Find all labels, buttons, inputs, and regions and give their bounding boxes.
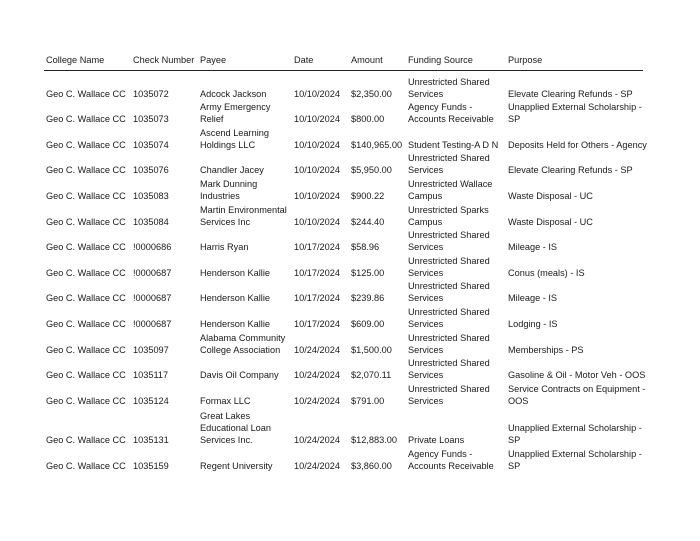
purpose-cell — [508, 267, 585, 279]
funding-source-cell-line: Campus — [408, 191, 443, 201]
payee-cell-line: Formax LLC — [200, 396, 251, 406]
funding-source-cell — [408, 229, 490, 253]
funding-source-cell-line: Services — [408, 165, 444, 175]
amount-cell: $58.96 — [351, 242, 380, 252]
funding-source-cell-line: Unrestricted Shared — [408, 256, 490, 266]
purpose-cell-line: OOS — [508, 396, 529, 406]
funding-source-cell — [408, 280, 490, 304]
payee-cell-line: Holdings LLC — [200, 140, 256, 150]
college-name-cell: Geo C. Wallace CC — [46, 461, 126, 471]
college-name-cell: Geo C. Wallace CC — [46, 165, 126, 175]
purpose-cell-line: SP — [508, 461, 521, 471]
purpose-cell-line: Elevate Clearing Refunds - SP — [508, 165, 633, 175]
funding-source-cell-line: Services — [408, 370, 444, 380]
funding-source-cell-line: Services — [408, 293, 444, 303]
date-cell: 10/17/2024 — [294, 268, 340, 278]
amount-cell: $900.22 — [351, 191, 385, 201]
purpose-cell-line: SP — [508, 114, 521, 124]
purpose-cell — [508, 292, 557, 304]
college-name-cell: Geo C. Wallace CC — [46, 435, 126, 445]
purpose-cell-line: Gasoline & Oil - Motor Veh - OOS — [508, 370, 646, 380]
purpose-cell-line: Mileage - IS — [508, 293, 558, 303]
purpose-cell — [508, 139, 647, 151]
check-number-cell: !0000687 — [133, 268, 172, 278]
payee-cell-line: Alabama Community — [200, 333, 286, 343]
funding-source-cell-line: Unrestricted Wallace — [408, 179, 493, 189]
payee-cell-line: Henderson Kallie — [200, 268, 270, 278]
payee-cell-line: Great Lakes — [200, 411, 251, 421]
amount-cell: $3,860.00 — [351, 461, 392, 471]
funding-source-cell-line: Unrestricted Shared — [408, 358, 490, 368]
purpose-cell-line: Waste Disposal - UC — [508, 217, 593, 227]
purpose-cell-line: Waste Disposal - UC — [508, 191, 593, 201]
date-cell: 10/10/2024 — [294, 217, 340, 227]
payee-cell-line: Army Emergency — [200, 102, 271, 112]
funding-source-cell — [408, 178, 492, 202]
header-payee: Payee — [200, 55, 227, 65]
funding-source-cell — [408, 76, 490, 100]
funding-source-cell-line: Student Testing-A D N — [408, 140, 499, 150]
purpose-cell-line: Unapplied External Scholarship - — [508, 449, 642, 459]
college-name-cell: Geo C. Wallace CC — [46, 191, 126, 201]
date-cell: 10/24/2024 — [294, 396, 340, 406]
payee-cell — [200, 292, 270, 304]
purpose-cell — [508, 422, 642, 446]
purpose-cell — [508, 190, 593, 202]
amount-cell: $609.00 — [351, 319, 385, 329]
funding-source-cell — [408, 357, 490, 381]
funding-source-cell-line: Services — [408, 268, 444, 278]
purpose-cell-line: Conus (meals) - IS — [508, 268, 585, 278]
funding-source-cell-line: Unrestricted Sparks — [408, 205, 489, 215]
funding-source-cell — [408, 332, 490, 356]
amount-cell: $244.40 — [351, 217, 385, 227]
funding-source-cell-line: Services — [408, 242, 444, 252]
payee-cell-line: Martin Environmental — [200, 205, 287, 215]
college-name-cell: Geo C. Wallace CC — [46, 293, 126, 303]
purpose-cell — [508, 241, 557, 253]
purpose-cell-line: Elevate Clearing Refunds - SP — [508, 89, 633, 99]
purpose-cell-line: Memberships - PS — [508, 345, 584, 355]
payee-cell — [200, 127, 269, 151]
header-funding-source: Funding Source — [408, 55, 473, 65]
date-cell: 10/10/2024 — [294, 165, 340, 175]
funding-source-cell — [408, 139, 498, 151]
payee-cell-line: Services Inc — [200, 217, 251, 227]
check-number-cell: 1035076 — [133, 165, 169, 175]
purpose-cell — [508, 369, 645, 381]
payee-cell — [200, 241, 249, 253]
college-name-cell: Geo C. Wallace CC — [46, 140, 126, 150]
funding-source-cell — [408, 101, 494, 125]
purpose-cell-line: Unapplied External Scholarship - — [508, 423, 642, 433]
funding-source-cell-line: Services — [408, 89, 444, 99]
check-number-cell: 1035131 — [133, 435, 169, 445]
college-name-cell: Geo C. Wallace CC — [46, 114, 126, 124]
check-number-cell: !0000687 — [133, 293, 172, 303]
purpose-cell — [508, 88, 633, 100]
amount-cell: $2,350.00 — [351, 89, 392, 99]
payee-cell-line: Regent University — [200, 461, 273, 471]
amount-cell: $12,883.00 — [351, 435, 397, 445]
funding-source-cell-line: Accounts Receivable — [408, 114, 494, 124]
funding-source-cell-line: Agency Funds - — [408, 102, 473, 112]
purpose-cell — [508, 344, 584, 356]
check-number-cell: 1035083 — [133, 191, 169, 201]
payee-cell-line: Chandler Jacey — [200, 165, 264, 175]
date-cell: 10/10/2024 — [294, 140, 340, 150]
funding-source-cell — [408, 204, 489, 228]
funding-source-cell-line: Campus — [408, 217, 443, 227]
purpose-cell-line: Unapplied External Scholarship - — [508, 102, 642, 112]
amount-cell: $791.00 — [351, 396, 385, 406]
college-name-cell: Geo C. Wallace CC — [46, 345, 126, 355]
payee-cell-line: College Association — [200, 345, 281, 355]
college-name-cell: Geo C. Wallace CC — [46, 242, 126, 252]
funding-source-cell-line: Unrestricted Shared — [408, 384, 490, 394]
amount-cell: $5,950.00 — [351, 165, 392, 175]
date-cell: 10/17/2024 — [294, 242, 340, 252]
check-number-cell: 1035117 — [133, 370, 169, 380]
payee-cell — [200, 267, 270, 279]
payee-cell-line: Henderson Kallie — [200, 319, 270, 329]
date-cell: 10/24/2024 — [294, 461, 340, 471]
purpose-cell-line: Lodging - IS — [508, 319, 558, 329]
amount-cell: $140,965.00 — [351, 140, 403, 150]
amount-cell: $1,500.00 — [351, 345, 392, 355]
funding-source-cell-line: Unrestricted Shared — [408, 333, 490, 343]
check-number-cell: 1035097 — [133, 345, 169, 355]
funding-source-cell-line: Unrestricted Shared — [408, 77, 490, 87]
funding-source-cell-line: Unrestricted Shared — [408, 281, 490, 291]
college-name-cell: Geo C. Wallace CC — [46, 396, 126, 406]
payee-cell-line: Henderson Kallie — [200, 293, 270, 303]
payee-cell-line: Services Inc. — [200, 435, 253, 445]
funding-source-cell — [408, 448, 494, 472]
header-check-number: Check Number — [133, 55, 195, 65]
date-cell: 10/24/2024 — [294, 370, 340, 380]
funding-source-cell — [408, 306, 490, 330]
funding-source-cell — [408, 255, 490, 279]
college-name-cell: Geo C. Wallace CC — [46, 268, 126, 278]
date-cell: 10/24/2024 — [294, 435, 340, 445]
payee-cell — [200, 460, 273, 472]
payee-cell — [200, 204, 287, 228]
funding-source-cell-line: Services — [408, 345, 444, 355]
funding-source-cell-line: Unrestricted Shared — [408, 307, 490, 317]
college-name-cell: Geo C. Wallace CC — [46, 217, 126, 227]
purpose-cell — [508, 101, 642, 125]
purpose-cell-line: Mileage - IS — [508, 242, 558, 252]
check-number-cell: !0000686 — [133, 242, 172, 252]
funding-source-cell-line: Private Loans — [408, 435, 465, 445]
check-number-cell: 1035074 — [133, 140, 169, 150]
funding-source-cell-line: Services — [408, 319, 444, 329]
header-college-name: College Name — [46, 55, 105, 65]
date-cell: 10/10/2024 — [294, 191, 340, 201]
header-divider — [44, 70, 643, 71]
purpose-cell-line: Deposits Held for Others - Agency — [508, 140, 647, 150]
purpose-cell — [508, 448, 642, 472]
college-name-cell: Geo C. Wallace CC — [46, 319, 126, 329]
payee-cell-line: Adcock Jackson — [200, 89, 267, 99]
college-name-cell: Geo C. Wallace CC — [46, 370, 126, 380]
check-number-cell: 1035159 — [133, 461, 169, 471]
funding-source-cell-line: Agency Funds - — [408, 449, 473, 459]
purpose-cell-line: SP — [508, 435, 521, 445]
payee-cell — [200, 101, 270, 125]
funding-source-cell — [408, 434, 464, 446]
amount-cell: $239.86 — [351, 293, 385, 303]
amount-cell: $800.00 — [351, 114, 385, 124]
payee-cell — [200, 178, 257, 202]
payee-cell-line: Mark Dunning — [200, 179, 258, 189]
payee-cell — [200, 332, 285, 356]
payee-cell — [200, 395, 251, 407]
purpose-cell — [508, 216, 593, 228]
header-purpose: Purpose — [508, 55, 543, 65]
funding-source-cell-line: Services — [408, 396, 444, 406]
date-cell: 10/17/2024 — [294, 293, 340, 303]
payee-cell-line: Davis Oil Company — [200, 370, 279, 380]
college-name-cell: Geo C. Wallace CC — [46, 89, 126, 99]
funding-source-cell-line: Accounts Receivable — [408, 461, 494, 471]
purpose-cell — [508, 164, 633, 176]
check-number-cell: 1035084 — [133, 217, 169, 227]
payee-cell — [200, 88, 266, 100]
amount-cell: $125.00 — [351, 268, 385, 278]
header-amount: Amount — [351, 55, 383, 65]
payee-cell-line: Harris Ryan — [200, 242, 249, 252]
funding-source-cell — [408, 383, 490, 407]
payee-cell-line: Ascend Learning — [200, 128, 269, 138]
header-date: Date — [294, 55, 314, 65]
payee-cell — [200, 164, 264, 176]
check-number-cell: 1035124 — [133, 396, 169, 406]
payee-cell-line: Relief — [200, 114, 224, 124]
purpose-cell-line: Service Contracts on Equipment - — [508, 384, 646, 394]
check-number-cell: 1035072 — [133, 89, 169, 99]
purpose-cell — [508, 318, 558, 330]
funding-source-cell-line: Unrestricted Shared — [408, 230, 490, 240]
date-cell: 10/10/2024 — [294, 89, 340, 99]
payee-cell-line: Industries — [200, 191, 240, 201]
funding-source-cell — [408, 152, 490, 176]
date-cell: 10/17/2024 — [294, 319, 340, 329]
payee-cell-line: Educational Loan — [200, 423, 272, 433]
date-cell: 10/10/2024 — [294, 114, 340, 124]
payee-cell — [200, 410, 271, 446]
purpose-cell — [508, 383, 645, 407]
check-number-cell: !0000687 — [133, 319, 172, 329]
payee-cell — [200, 318, 270, 330]
amount-cell: $2,070.11 — [351, 370, 392, 380]
payee-cell — [200, 369, 279, 381]
date-cell: 10/24/2024 — [294, 345, 340, 355]
funding-source-cell-line: Unrestricted Shared — [408, 153, 490, 163]
check-number-cell: 1035073 — [133, 114, 169, 124]
